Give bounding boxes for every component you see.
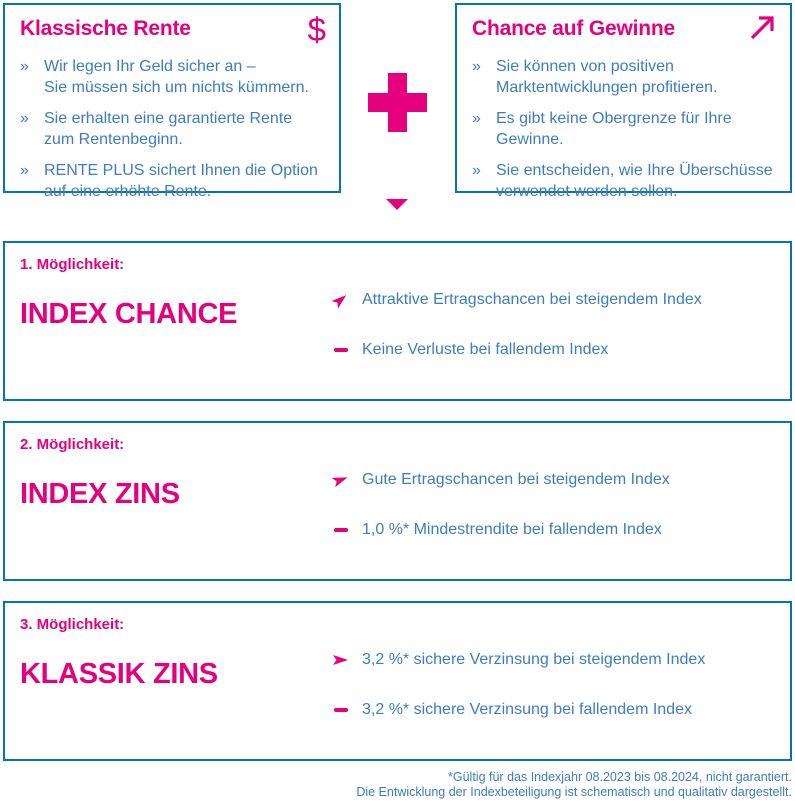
arrow-right-icon bbox=[332, 654, 349, 666]
option-feature-text: 3,2 %* sichere Verzinsung bei fallendem Index bbox=[362, 701, 692, 718]
arrow-up-right-icon bbox=[747, 11, 777, 48]
list-item bbox=[20, 108, 327, 150]
dash-icon bbox=[332, 708, 349, 712]
option-feature-text: Attraktive Ertragschancen bei steigendem Index bbox=[362, 291, 702, 308]
dash-icon bbox=[332, 528, 349, 532]
footnote bbox=[356, 770, 792, 800]
option-feature-row bbox=[332, 339, 608, 361]
option-feature-row bbox=[332, 469, 670, 491]
option-feature-text: 1,0 %* Mindestrendite bei fallendem Index bbox=[362, 521, 662, 538]
dash-icon bbox=[332, 348, 349, 352]
option-title: KLASSIK ZINS bbox=[20, 658, 218, 690]
profit-chance-title: Chance auf Gewinne bbox=[472, 17, 675, 40]
classic-pension-box bbox=[3, 3, 341, 200]
option-box-klassik-zins bbox=[3, 601, 792, 761]
option-feature-row bbox=[332, 649, 705, 671]
chevron-bullet-icon: » bbox=[472, 58, 481, 75]
profit-chance-box bbox=[455, 3, 792, 200]
option-box-index-chance bbox=[3, 241, 792, 401]
option-feature-text: 3,2 %* sichere Verzinsung bei steigendem Index bbox=[362, 651, 706, 668]
arrow-steep-up-icon bbox=[332, 294, 349, 306]
list-item-text: Sie entscheiden, wie Ihre Überschüsse verwendet werden sollen. bbox=[496, 162, 773, 200]
list-item bbox=[472, 160, 778, 202]
list-item bbox=[20, 160, 327, 202]
list-item-text: RENTE PLUS sichert Ihnen die Option auf eine erhöhte Rente. bbox=[44, 162, 318, 200]
option-feature-row bbox=[332, 519, 662, 541]
arrow-slight-up-icon bbox=[332, 474, 349, 486]
option-feature-text: Keine Verluste bei fallendem Index bbox=[362, 341, 609, 358]
list-item-text: Sie erhalten eine garantierte Rente zum Rentenbeginn. bbox=[44, 110, 293, 148]
profit-chance-bullet-list bbox=[472, 56, 778, 202]
list-item bbox=[20, 56, 327, 98]
chevron-bullet-icon: » bbox=[20, 162, 29, 179]
option-label: 3. Möglichkeit: bbox=[20, 616, 125, 633]
dollar-icon: $ bbox=[307, 11, 326, 48]
option-feature-row bbox=[332, 699, 692, 721]
option-label: 1. Möglichkeit: bbox=[20, 256, 125, 273]
option-box-index-zins bbox=[3, 421, 792, 581]
footnote-line: Die Entwicklung der Indexbeteiligung ist schematisch und qualitativ dargestellt. bbox=[356, 785, 792, 799]
chevron-bullet-icon: » bbox=[20, 110, 29, 127]
list-item bbox=[472, 56, 778, 98]
list-item-text: Es gibt keine Obergrenze für Ihre Gewinne. bbox=[496, 110, 732, 148]
chevron-bullet-icon: » bbox=[472, 162, 481, 179]
list-item-text: Sie können von positiven Marktentwicklungen profitieren. bbox=[496, 58, 718, 96]
option-feature-text: Gute Ertragschancen bei steigendem Index bbox=[362, 471, 670, 488]
footnote-line: *Gültig für das Indexjahr 08.2023 bis 08.2024, nicht garantiert. bbox=[448, 770, 792, 784]
option-label: 2. Möglichkeit: bbox=[20, 436, 125, 453]
chevron-bullet-icon: » bbox=[20, 58, 29, 75]
classic-pension-title: Klassische Rente bbox=[20, 17, 191, 40]
classic-pension-bullet-list bbox=[20, 56, 327, 202]
option-title: INDEX ZINS bbox=[20, 478, 180, 510]
list-item-text: Wir legen Ihr Geld sicher an – Sie müssen sich um nichts kümmern. bbox=[44, 58, 309, 96]
option-title: INDEX CHANCE bbox=[20, 298, 238, 330]
plus-icon bbox=[368, 73, 427, 132]
option-feature-row bbox=[332, 289, 702, 311]
triangle-down-icon bbox=[386, 199, 408, 210]
chevron-bullet-icon: » bbox=[472, 110, 481, 127]
list-item bbox=[472, 108, 778, 150]
